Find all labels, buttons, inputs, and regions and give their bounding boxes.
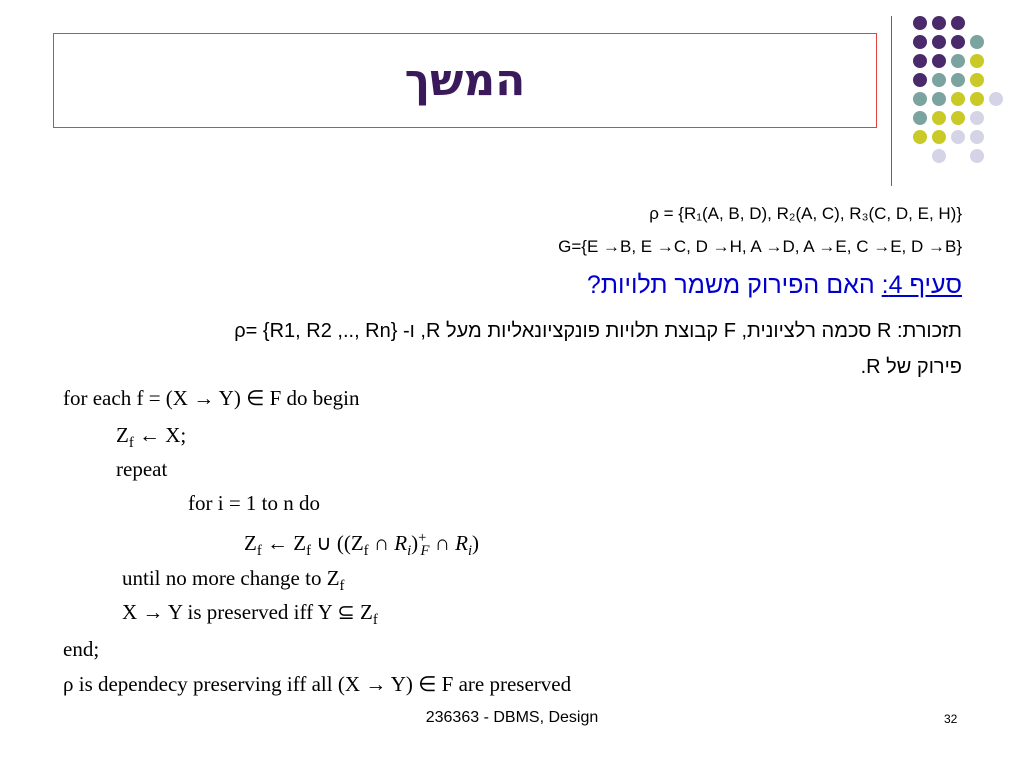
- dot: [932, 73, 946, 87]
- algo-assign: ← X;: [138, 423, 187, 447]
- dot: [951, 35, 965, 49]
- algo-line-8: end;: [63, 637, 100, 661]
- algo-line-2: $Z_f$ ← X;: [116, 423, 187, 452]
- dot: [932, 35, 946, 49]
- footer-text: 236363 - DBMS, Design: [425, 709, 599, 726]
- page-number: 32: [944, 712, 958, 726]
- dot: [932, 54, 946, 68]
- g-equation: G={E →B, E →C, D →H, A →D, A →E, C →E, D →B}: [558, 237, 962, 256]
- dot: [951, 92, 965, 106]
- dot: [951, 16, 965, 30]
- section-text: האם הפירוק משמר תלויות?: [586, 271, 875, 299]
- dot: [913, 16, 927, 30]
- dot: [932, 149, 946, 163]
- dot: [932, 111, 946, 125]
- dot: [913, 130, 927, 144]
- dot: [913, 35, 927, 49]
- dot: [951, 73, 965, 87]
- algo-update: ← Z: [266, 531, 307, 555]
- section-heading: [587, 271, 962, 300]
- dot: [970, 130, 984, 144]
- dot: [951, 111, 965, 125]
- vertical-divider: [891, 16, 892, 186]
- algo-preserved: X → Y is preserved iff Y ⊆ Z: [122, 600, 373, 624]
- title-box: [53, 33, 877, 128]
- dot: [970, 73, 984, 87]
- dot: [970, 111, 984, 125]
- dot: [951, 130, 965, 144]
- dot: [932, 92, 946, 106]
- dot: [913, 73, 927, 87]
- dot: [970, 149, 984, 163]
- dot: [970, 92, 984, 106]
- dot: [913, 54, 927, 68]
- algo-line-9: ρ is dependecy preserving iff all (X → Y) ∈ F are preserved: [63, 672, 572, 696]
- dot: [932, 16, 946, 30]
- algo-z: Z: [116, 423, 129, 447]
- rho-equation: ρ = {R₁(A, B, D), R₂(A, C), R₃(C, D, E, H)}: [649, 204, 962, 223]
- reminder-line-1: תזכורת: R סכמה רלציונית, F קבוצת תלויות פונקציונאליות מעל R, ו- {ρ= {R1, R2 ,.., Rn: [234, 320, 962, 342]
- dot: [970, 35, 984, 49]
- algo-line-5: $Z_f$ ← $Z_f$ ∪ (($Z_f$ ∩ $R_i)^+_F$ ∩ $R_i$): [244, 530, 480, 560]
- algo-line-7: X → Y is preserved iff Y ⊆ $Z_f$: [122, 600, 378, 629]
- dot: [951, 54, 965, 68]
- algo-line-6: until no more change to $Z_f$: [122, 566, 345, 595]
- algo-line-3: repeat: [116, 457, 168, 481]
- dot: [913, 92, 927, 106]
- algo-until: until no more change to Z: [122, 566, 340, 590]
- dot: [989, 92, 1003, 106]
- dot: [932, 130, 946, 144]
- algo-line-1: for each f = (X → Y) ∈ F do begin: [63, 386, 360, 410]
- reminder-line-2: פירוק של R.: [860, 356, 962, 378]
- section-label: סעיף 4:: [881, 271, 962, 299]
- algo-line-4: for i = 1 to n do: [188, 491, 320, 515]
- dot: [970, 54, 984, 68]
- dot: [913, 111, 927, 125]
- slide-title: המשך: [404, 55, 526, 106]
